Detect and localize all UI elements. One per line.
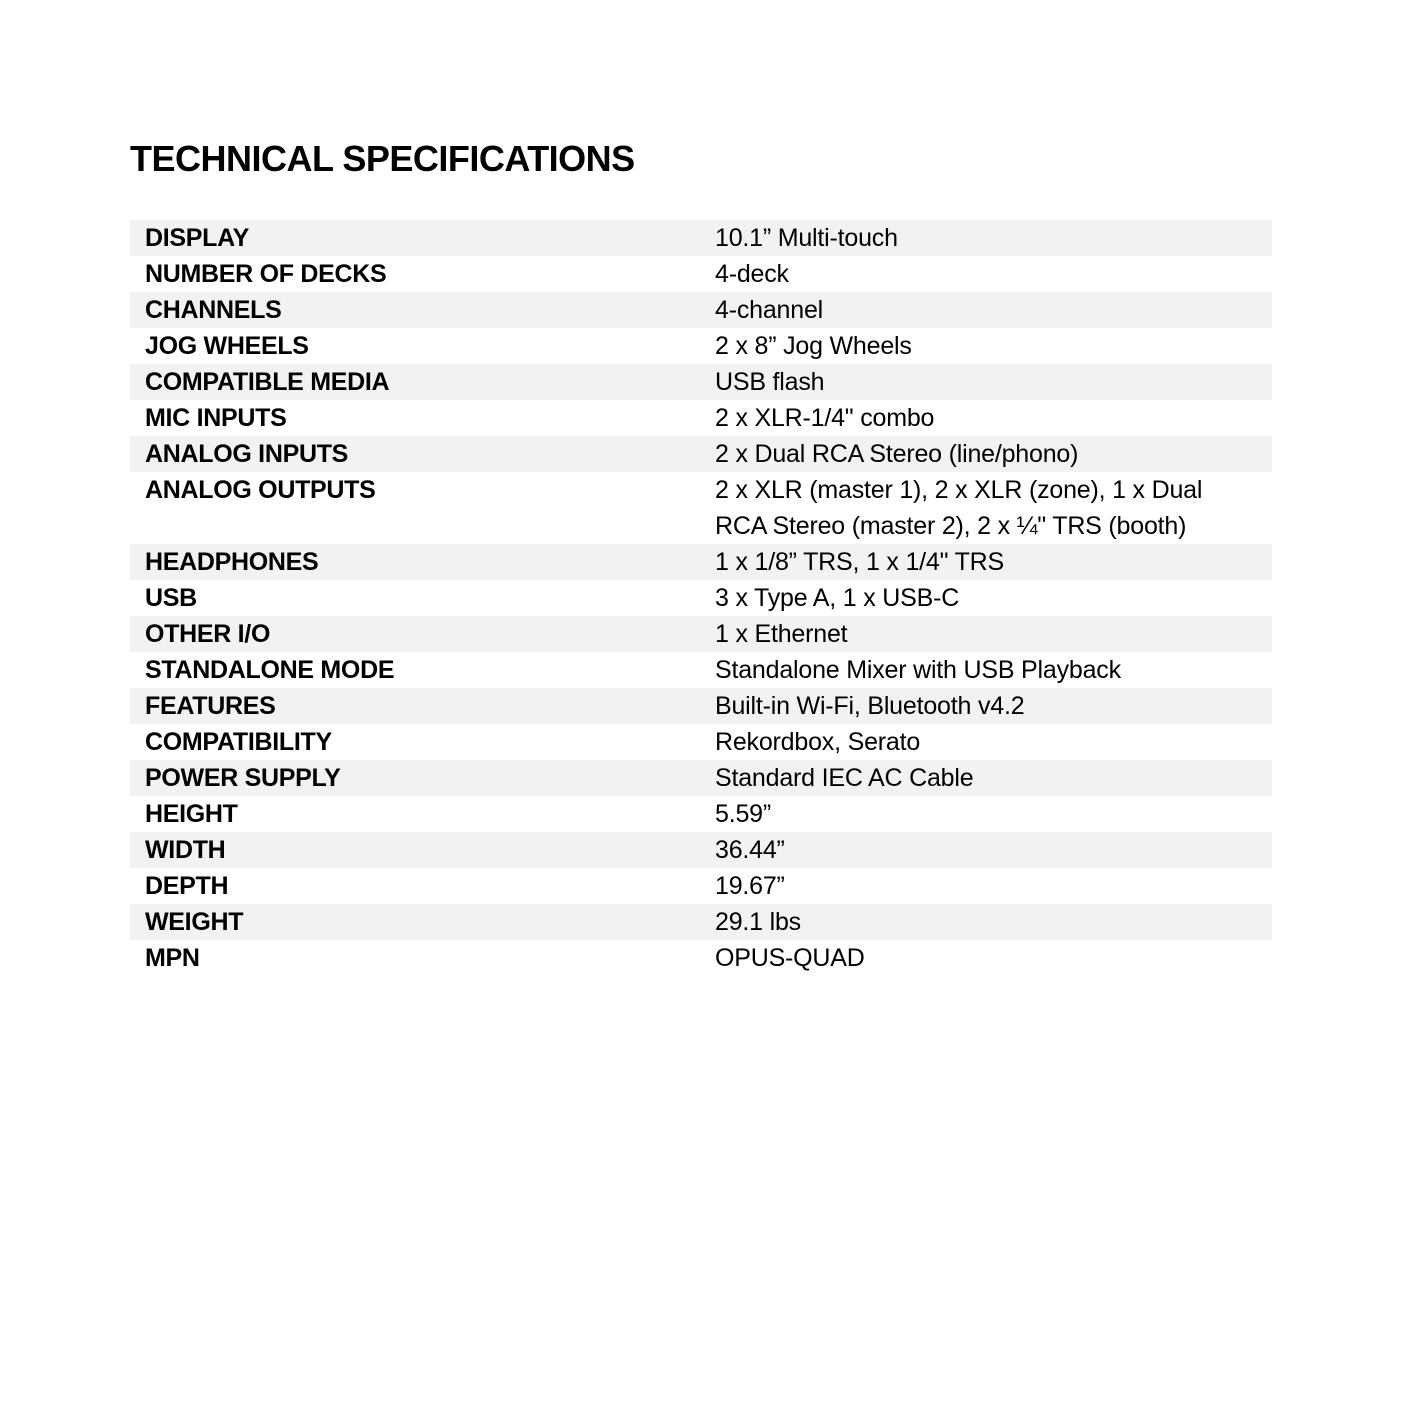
table-row [130, 436, 1272, 472]
spec-value: Rekordbox, Serato [715, 724, 1272, 760]
table-row [130, 652, 1272, 688]
spec-value: 3 x Type A, 1 x USB-C [715, 580, 1272, 616]
spec-label: CHANNELS [130, 292, 715, 328]
spec-value: 1 x 1/8” TRS, 1 x 1/4" TRS [715, 544, 1272, 580]
spec-label: DEPTH [130, 868, 715, 904]
spec-label: MIC INPUTS [130, 400, 715, 436]
spec-label: ANALOG INPUTS [130, 436, 715, 472]
spec-table [130, 220, 1272, 976]
spec-label: ANALOG OUTPUTS [130, 472, 715, 544]
spec-value: OPUS-QUAD [715, 940, 1272, 976]
spec-value: Standard IEC AC Cable [715, 760, 1272, 796]
table-row [130, 220, 1272, 256]
table-row [130, 292, 1272, 328]
spec-label: HEADPHONES [130, 544, 715, 580]
spec-value: 5.59” [715, 796, 1272, 832]
table-row [130, 364, 1272, 400]
spec-value: Standalone Mixer with USB Playback [715, 652, 1272, 688]
spec-value: 4-deck [715, 256, 1272, 292]
spec-label: HEIGHT [130, 796, 715, 832]
table-row [130, 688, 1272, 724]
table-row [130, 616, 1272, 652]
table-row [130, 580, 1272, 616]
spec-label: COMPATIBILITY [130, 724, 715, 760]
table-row [130, 400, 1272, 436]
table-row [130, 472, 1272, 544]
table-row [130, 940, 1272, 976]
spec-label: DISPLAY [130, 220, 715, 256]
spec-label: COMPATIBLE MEDIA [130, 364, 715, 400]
page-title: TECHNICAL SPECIFICATIONS [130, 138, 635, 179]
spec-label: NUMBER OF DECKS [130, 256, 715, 292]
spec-label: POWER SUPPLY [130, 760, 715, 796]
table-row [130, 544, 1272, 580]
spec-sheet [130, 138, 1272, 972]
table-row [130, 256, 1272, 292]
table-row [130, 328, 1272, 364]
table-row [130, 724, 1272, 760]
spec-label: WIDTH [130, 832, 715, 868]
table-row [130, 832, 1272, 868]
table-row [130, 904, 1272, 940]
spec-value: 1 x Ethernet [715, 616, 1272, 652]
spec-label: OTHER I/O [130, 616, 715, 652]
spec-label: FEATURES [130, 688, 715, 724]
spec-value: 19.67” [715, 868, 1272, 904]
spec-value: 2 x XLR-1/4" combo [715, 400, 1272, 436]
spec-value: 36.44” [715, 832, 1272, 868]
spec-value: 2 x 8” Jog Wheels [715, 328, 1272, 364]
table-row [130, 868, 1272, 904]
spec-label: STANDALONE MODE [130, 652, 715, 688]
spec-value: 4-channel [715, 292, 1272, 328]
spec-value: 2 x XLR (master 1), 2 x XLR (zone), 1 x Dual RCA Stereo (master 2), 2 x ¼" TRS (booth) [715, 472, 1272, 544]
spec-label: USB [130, 580, 715, 616]
spec-value: Built-in Wi-Fi, Bluetooth v4.2 [715, 688, 1272, 724]
spec-value: 2 x Dual RCA Stereo (line/phono) [715, 436, 1272, 472]
spec-value: USB flash [715, 364, 1272, 400]
table-row [130, 760, 1272, 796]
table-row [130, 796, 1272, 832]
spec-label: WEIGHT [130, 904, 715, 940]
spec-value: 29.1 lbs [715, 904, 1272, 940]
spec-label: JOG WHEELS [130, 328, 715, 364]
spec-value: 10.1” Multi-touch [715, 220, 1272, 256]
spec-label: MPN [130, 940, 715, 976]
